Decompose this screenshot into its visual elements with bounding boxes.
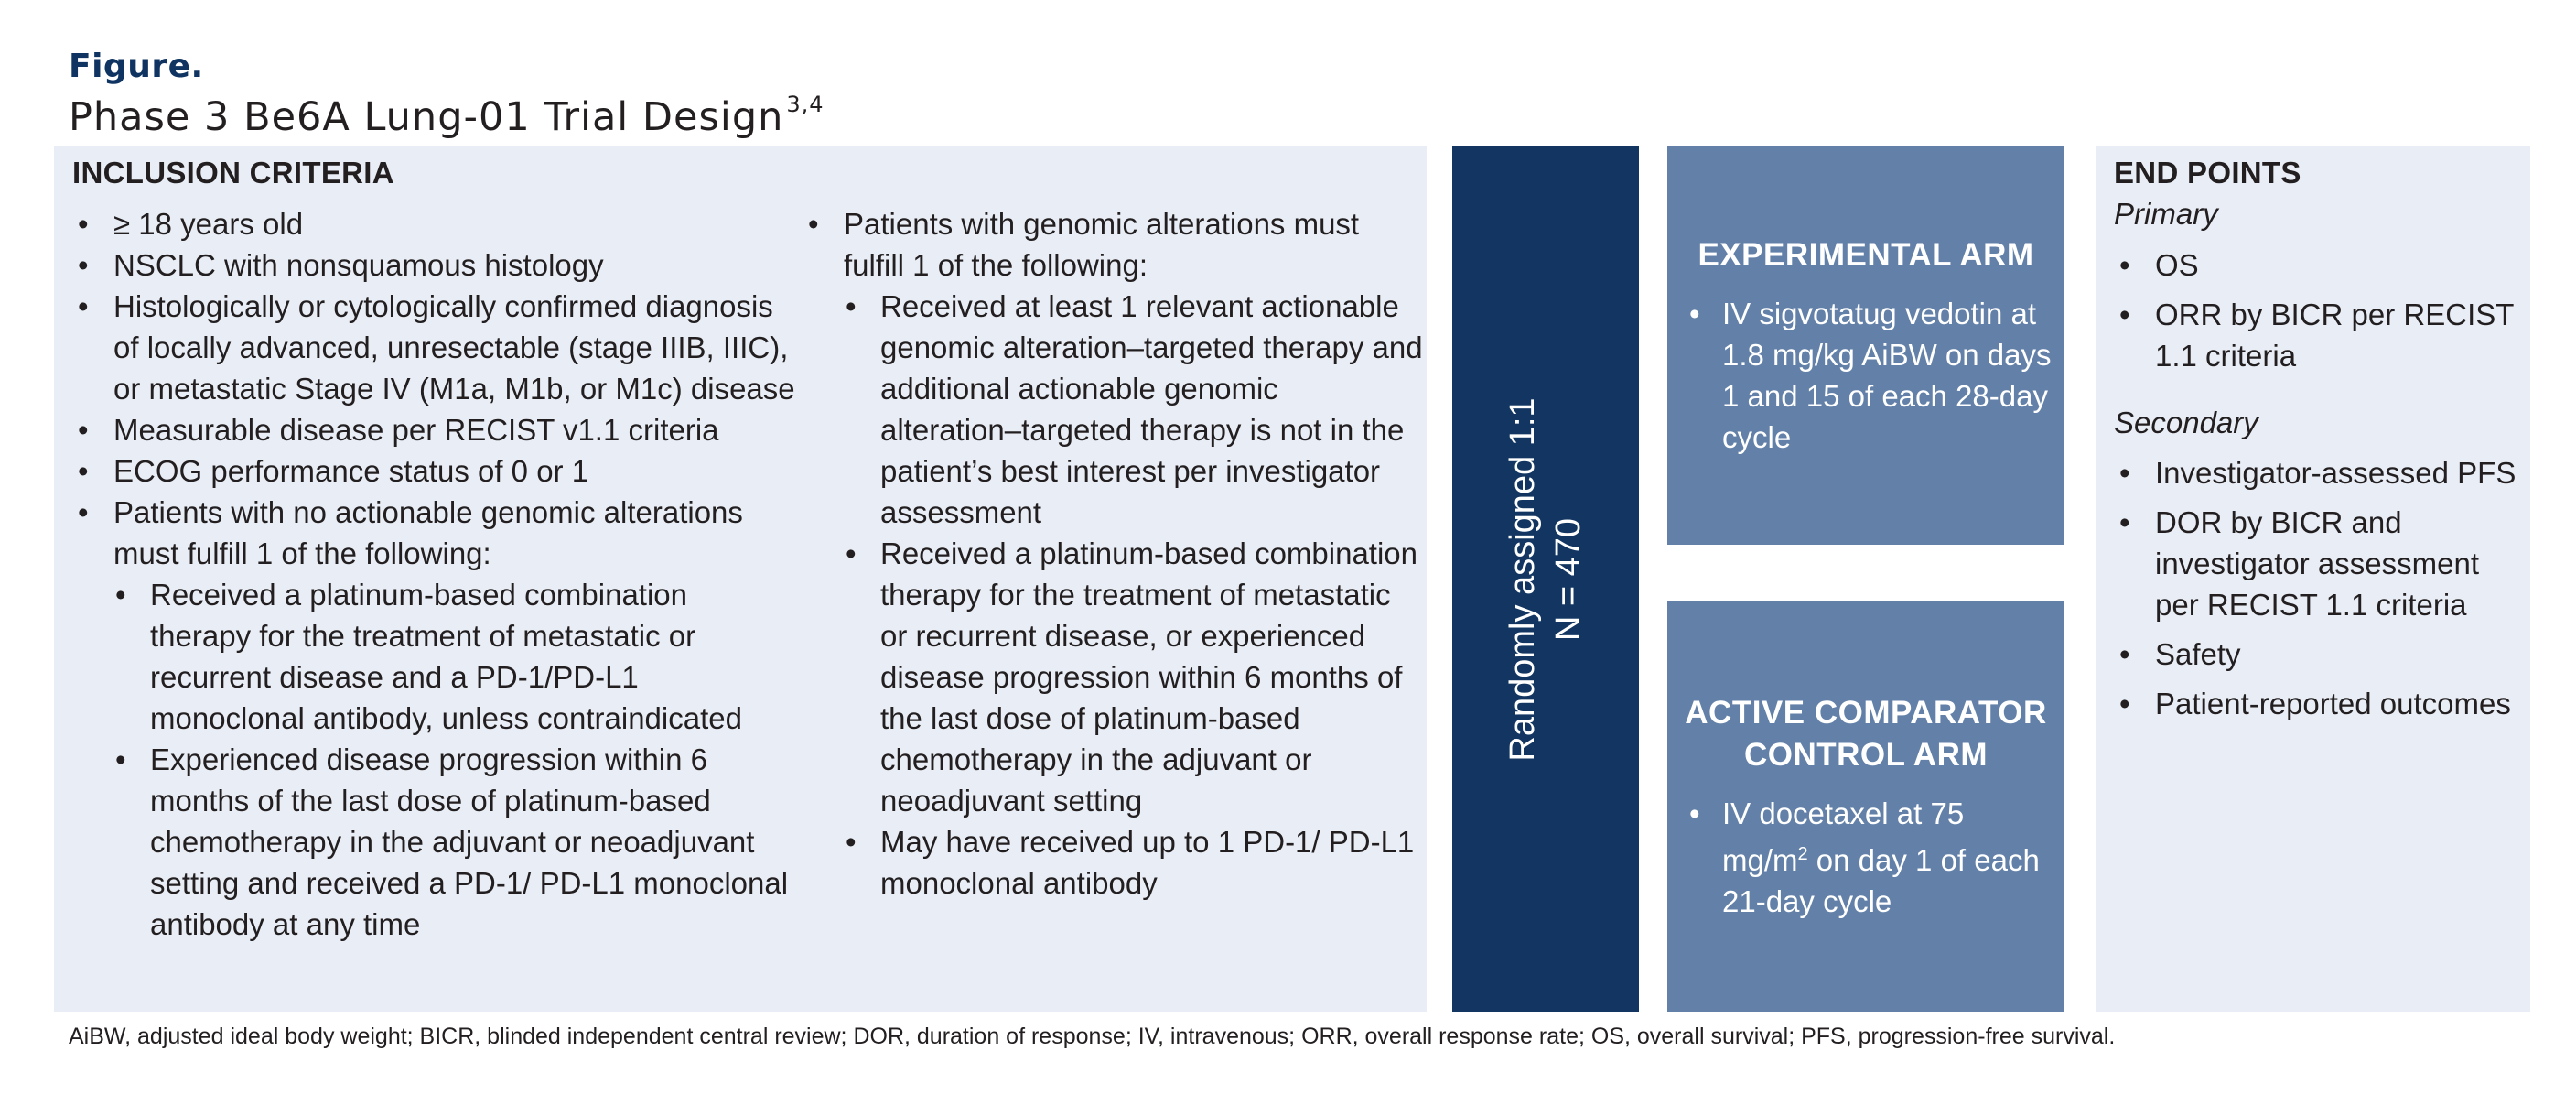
experimental-arm-item: • IV sigvotatug vedotin at 1.8 mg/kg AiBW on days 1 and 15 of each 28-day cycle (1686, 293, 2052, 458)
figure-title (69, 92, 825, 140)
end-points-panel (2096, 146, 2530, 1012)
criterion-item-no-alterations (72, 492, 795, 945)
title-text: Phase 3 Be6A Lung-01 Trial Design (69, 94, 784, 140)
criterion-item: • Histologically or cytologically confirmed diagnosis of locally advanced, unresectable (stage IIIB, IIIC), or metastatic Stage IV (M1a, M1b, or M1c) disease (72, 286, 795, 409)
inclusion-criteria-heading: INCLUSION CRITERIA (72, 156, 394, 190)
inclusion-column-2 (803, 203, 1425, 904)
endpoint-item: • OS (2114, 244, 2526, 286)
control-arm-heading-line1: ACTIVE COMPARATOR (1685, 695, 2047, 731)
experimental-arm-panel (1667, 146, 2064, 545)
control-arm-item (1686, 793, 2052, 922)
sub-criterion-item: • Received at least 1 relevant actionable genomic alteration–targeted therapy and additional actionable genomic alteration–targeted therapy is not in the patient’s best interest per investigator assessment (844, 286, 1425, 533)
experimental-arm-heading: EXPERIMENTAL ARM (1698, 237, 2034, 273)
secondary-endpoints-label: Secondary (2114, 406, 2258, 439)
control-arm-heading (1667, 692, 2064, 776)
primary-endpoints-label: Primary (2114, 197, 2218, 231)
sub-criterion-item: • Received a platinum-based combination therapy for the treatment of metastatic or recurrent disease, or experienced disease progression within 6 months of the last dose of platinum-based chemotherapy in the adjuvant or neoadjuvant setting (844, 533, 1425, 821)
title-references: 3,4 (786, 92, 825, 117)
criterion-item: • NSCLC with nonsquamous histology (72, 244, 795, 286)
endpoint-item: • Patient-reported outcomes (2114, 683, 2526, 724)
experimental-arm-list (1686, 293, 2052, 458)
end-points-heading: END POINTS (2114, 156, 2301, 190)
sub-criterion-item: • Experienced disease progression within 6 months of the last dose of platinum-based chemotherapy in the adjuvant or neoadjuvant setting and received a PD-1/ PD-L1 monoclonal antibody at any time (113, 739, 795, 945)
criterion-text: Patients with no actionable genomic alterations must fulfill 1 of the following: (113, 495, 743, 570)
secondary-endpoints-list (2114, 452, 2526, 732)
no-alterations-sublist (113, 574, 795, 945)
criterion-item-genomic-alterations (803, 203, 1425, 904)
randomization-text (1500, 397, 1591, 761)
sub-criterion-item: • Received a platinum-based combination therapy for the treatment of metastatic or recurrent disease and a PD-1/PD-L1 monoclonal antibody, unless contraindicated (113, 574, 795, 739)
criterion-item: • ECOG performance status of 0 or 1 (72, 450, 795, 492)
criterion-item: • ≥ 18 years old (72, 203, 795, 244)
randomization-panel (1452, 146, 1639, 1012)
randomization-count: N = 470 (1549, 517, 1588, 641)
inclusion-criteria-panel (54, 146, 1427, 1012)
criterion-item: • Measurable disease per RECIST v1.1 criteria (72, 409, 795, 450)
control-arm-item-superscript: 2 (1797, 844, 1808, 864)
figure-label: Figure. (69, 48, 204, 85)
endpoint-item: • Safety (2114, 634, 2526, 675)
endpoint-item: • ORR by BICR per RECIST 1.1 criteria (2114, 294, 2526, 376)
control-arm-heading-line2: CONTROL ARM (1743, 737, 1989, 773)
primary-endpoints-list (2114, 244, 2526, 385)
control-arm-item-text-end: on day 1 of each 21-day cycle (1722, 843, 2040, 918)
endpoint-item: • Investigator-assessed PFS (2114, 452, 2526, 493)
inclusion-column-1 (72, 203, 795, 945)
genomic-alterations-sublist (844, 286, 1425, 904)
sub-criterion-item: • May have received up to 1 PD-1/ PD-L1 monoclonal antibody (844, 821, 1425, 904)
criterion-text: Patients with genomic alterations must fulfill 1 of the following: (844, 207, 1360, 282)
endpoint-item: • DOR by BICR and investigator assessment per RECIST 1.1 criteria (2114, 502, 2526, 625)
control-arm-item-text: IV docetaxel at 75 mg/m (1722, 796, 1965, 877)
control-arm-list (1686, 793, 2052, 922)
control-arm-panel (1667, 601, 2064, 1012)
randomization-ratio: Randomly assigned 1:1 (1504, 396, 1542, 762)
abbreviations-footnote: AiBW, adjusted ideal body weight; BICR, blinded independent central review; DOR, duration of response; IV, intravenous; ORR, overall response rate; OS, overall survival; PFS, progression-free survival. (69, 1024, 2116, 1049)
